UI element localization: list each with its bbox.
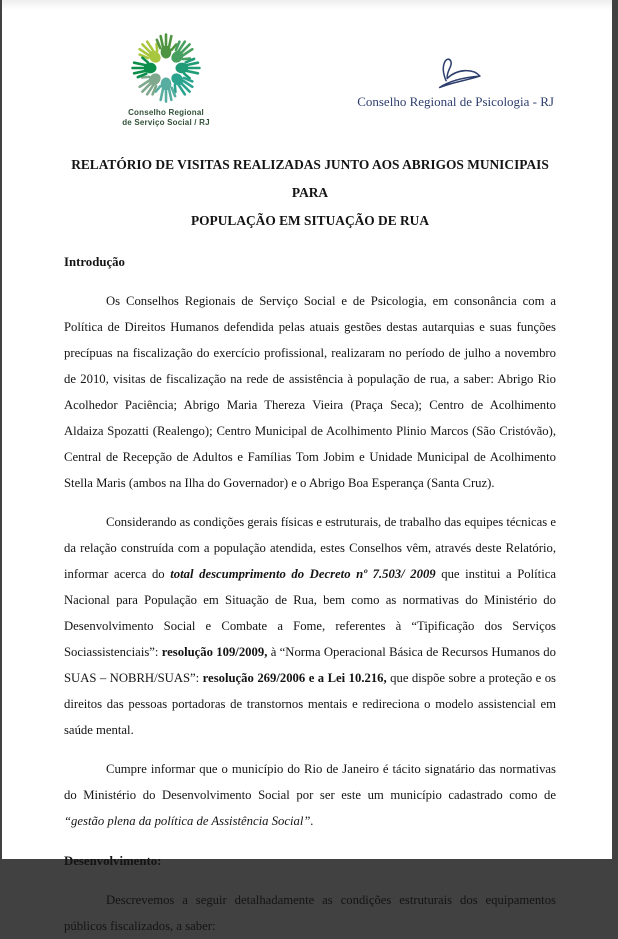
hands-circle-icon	[127, 30, 205, 106]
crss-caption-line2: de Serviço Social / RJ	[122, 117, 210, 127]
document-title	[64, 151, 556, 235]
crp-caption: Conselho Regional de Psicologia - RJ	[357, 94, 554, 109]
paragraph-3-quote-italic: “gestão plena da política de Assistência Social”.	[64, 814, 314, 828]
paragraph-2-resolution-269: resolução 269/2006 e a Lei 10.216,	[202, 671, 387, 685]
paragraph-2-run5: à “Norma Operacional Básica de Recursos Humanos do SUAS – NOBRH/SUAS”:	[64, 645, 556, 685]
crp-logo	[357, 46, 556, 110]
paragraph-2-run7: que dispõe sobre a proteção e os direitos das pessoas portadoras de transtornos mentais e redireciona o modelo assistencial em saúde mental.	[64, 671, 556, 737]
paragraph-3	[64, 756, 556, 834]
intro-heading: Introdução	[64, 255, 125, 269]
header-logos	[64, 30, 556, 127]
development-heading: Desenvolvimento:	[64, 854, 162, 868]
document-title-line1: RELATÓRIO DE VISITAS REALIZADAS JUNTO AOS ABRIGOS MUNICIPAIS PARA	[71, 157, 549, 200]
paragraph-2-decree-bold: total descumprimento do Decreto nº 7.503/ 2009	[170, 567, 436, 581]
paragraph-2-run3: que institui a Política Nacional para População em Situação de Rua, bem como as normativas do Ministério do Desenvolvimento Social e Combate a Fome, referentes à “Tipificação dos Serviços Sociassistenciais”:	[64, 567, 556, 659]
crss-caption-line1: Conselho Regional	[128, 108, 204, 117]
paragraph-2-resolution-109: resolução 109/2009,	[161, 645, 268, 659]
paragraph-3-run1: Cumpre informar que o município do Rio de Janeiro é tácito signatário das normativas do Ministério do Desenvolvimento Social por ser este um município cadastrado como de	[64, 762, 556, 802]
paragraph-2	[64, 509, 556, 743]
crss-logo	[106, 30, 226, 127]
bird-sketch-icon	[424, 46, 488, 98]
paragraph-1: Os Conselhos Regionais de Serviço Social e de Psicologia, em consonância com a Política de Direitos Humanos defendida pelas atuais gestões destas autarquias e suas funções precípuas na fiscalização do exercício profissional, realizaram no período de julho a novembro de 2010, visitas de fiscalização na rede de assistência à população de rua, a saber: Abrigo Rio Acolhedor Paciência; Abrigo Maria Thereza Vieira (Praça Seca); Centro de Acolhimento Aldaiza Spozatti (Realengo); Centro Municipal de Acolhimento Plinio Marcos (São Cristóvão), Central de Recepção de Adultos e Famílias Tom Jobim e Unidade Municipal de Acolhimento Stella Maris (ambos na Ilha do Governador) e o Abrigo Boa Esperança (Santa Cruz).	[64, 294, 556, 490]
document-title-line2: POPULAÇÃO EM SITUAÇÃO DE RUA	[190, 213, 430, 228]
paragraph-2-run1: Considerando as condições gerais físicas e estruturais, de trabalho das equipes técnicas e da relação construída com a população atendida, estes Conselhos vêm, através deste Relatório, informar acerca do	[64, 515, 556, 581]
document-page	[2, 0, 612, 933]
crss-caption	[106, 108, 226, 127]
page-content	[2, 0, 612, 939]
paragraph-4: Descrevemos a seguir detalhadamente as condições estruturais dos equipamentos públicos fiscalizados, a saber:	[64, 893, 556, 933]
